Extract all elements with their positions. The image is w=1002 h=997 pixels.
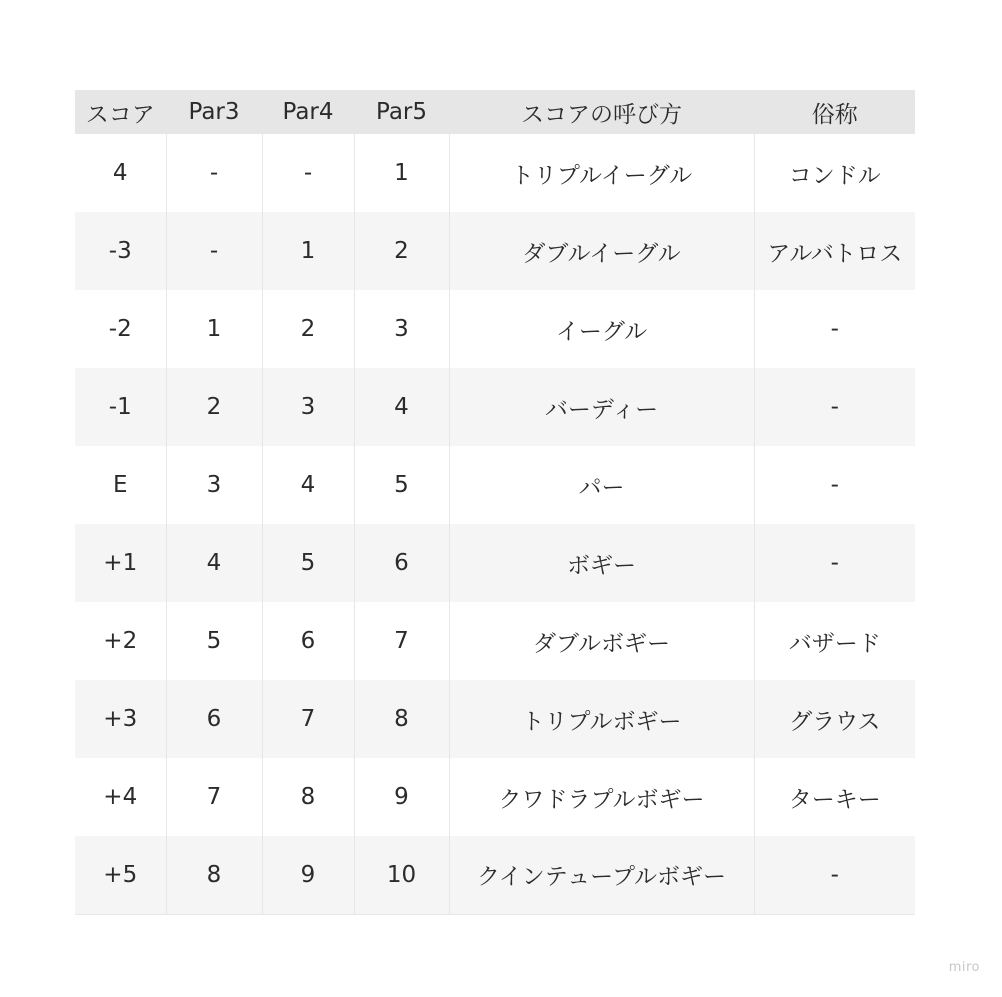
cell-nickname: ターキー <box>788 786 881 813</box>
cell-par4: 8 <box>262 758 354 836</box>
cell-score: +5 <box>75 836 166 914</box>
cell-par3: - <box>166 134 262 212</box>
cell-score: -1 <box>75 368 166 446</box>
header-nickname: 俗称 <box>811 101 858 128</box>
cell-par4: 3 <box>262 368 354 446</box>
cell-par5: 10 <box>354 836 449 914</box>
cell-par4: 6 <box>262 602 354 680</box>
cell-score-name: クワドラプルボギー <box>449 758 754 836</box>
table-row <box>75 680 915 758</box>
table-row <box>75 836 915 914</box>
cell-score: E <box>75 446 166 524</box>
cell-score-name: ダブルボギー <box>449 602 754 680</box>
miro-watermark: miro <box>948 960 980 975</box>
cell-score-name: ダブルイーグル <box>449 212 754 290</box>
cell-par3: 8 <box>166 836 262 914</box>
table-row <box>75 446 915 524</box>
cell-par5: 6 <box>354 524 449 602</box>
table-row <box>75 290 915 368</box>
header-par5: Par5 <box>354 90 449 134</box>
table-row <box>75 758 915 836</box>
cell-par4: 1 <box>262 212 354 290</box>
table-header <box>75 90 915 134</box>
cell-score-name: パー <box>449 446 754 524</box>
cell-par3: 3 <box>166 446 262 524</box>
cell-par3: 6 <box>166 680 262 758</box>
table-row <box>75 524 915 602</box>
cell-par5: 3 <box>354 290 449 368</box>
cell-par3: 1 <box>166 290 262 368</box>
table-row <box>75 134 915 212</box>
cell-score: -3 <box>75 212 166 290</box>
table-row <box>75 602 915 680</box>
cell-par3: - <box>166 212 262 290</box>
table-body <box>75 134 915 914</box>
header-score-name: スコアの呼び方 <box>449 90 754 134</box>
cell-score: +1 <box>75 524 166 602</box>
header-par3: Par3 <box>166 90 262 134</box>
cell-nickname: バザード <box>788 630 881 657</box>
cell-score-name: トリプルボギー <box>449 680 754 758</box>
cell-score-name: バーディー <box>449 368 754 446</box>
cell-par5: 9 <box>354 758 449 836</box>
cell-nickname: コンドル <box>788 162 881 189</box>
cell-par5: 7 <box>354 602 449 680</box>
cell-par3: 7 <box>166 758 262 836</box>
cell-score: 4 <box>75 134 166 212</box>
header-row <box>75 90 915 134</box>
cell-par3: 5 <box>166 602 262 680</box>
cell-nickname: - <box>830 472 839 498</box>
cell-score-name: ボギー <box>449 524 754 602</box>
cell-par5: 4 <box>354 368 449 446</box>
cell-score: +3 <box>75 680 166 758</box>
cell-nickname: - <box>830 861 839 888</box>
cell-nickname: グラウス <box>789 708 881 735</box>
table-row <box>75 212 915 290</box>
cell-par3: 4 <box>166 524 262 602</box>
golf-score-table <box>75 90 915 915</box>
cell-par5: 8 <box>354 680 449 758</box>
header-par4: Par4 <box>262 90 354 134</box>
cell-par4: 4 <box>262 446 354 524</box>
header-score: スコア <box>75 90 166 134</box>
cell-par5: 5 <box>354 446 449 524</box>
cell-score-name: イーグル <box>449 290 754 368</box>
cell-score-name: クインテュープルボギー <box>449 836 754 914</box>
cell-score-name: トリプルイーグル <box>449 134 754 212</box>
cell-score: +2 <box>75 602 166 680</box>
cell-par4: 2 <box>262 290 354 368</box>
cell-nickname: - <box>830 394 839 420</box>
cell-nickname: アルバトロス <box>767 240 903 267</box>
cell-par4: 9 <box>262 836 354 914</box>
cell-nickname: - <box>830 550 839 576</box>
cell-par5: 1 <box>354 134 449 212</box>
cell-score: +4 <box>75 758 166 836</box>
table-row <box>75 368 915 446</box>
cell-par5: 2 <box>354 212 449 290</box>
cell-par4: 5 <box>262 524 354 602</box>
cell-nickname: - <box>830 316 839 342</box>
cell-par4: 7 <box>262 680 354 758</box>
cell-par4: - <box>262 134 354 212</box>
cell-score: -2 <box>75 290 166 368</box>
cell-par3: 2 <box>166 368 262 446</box>
